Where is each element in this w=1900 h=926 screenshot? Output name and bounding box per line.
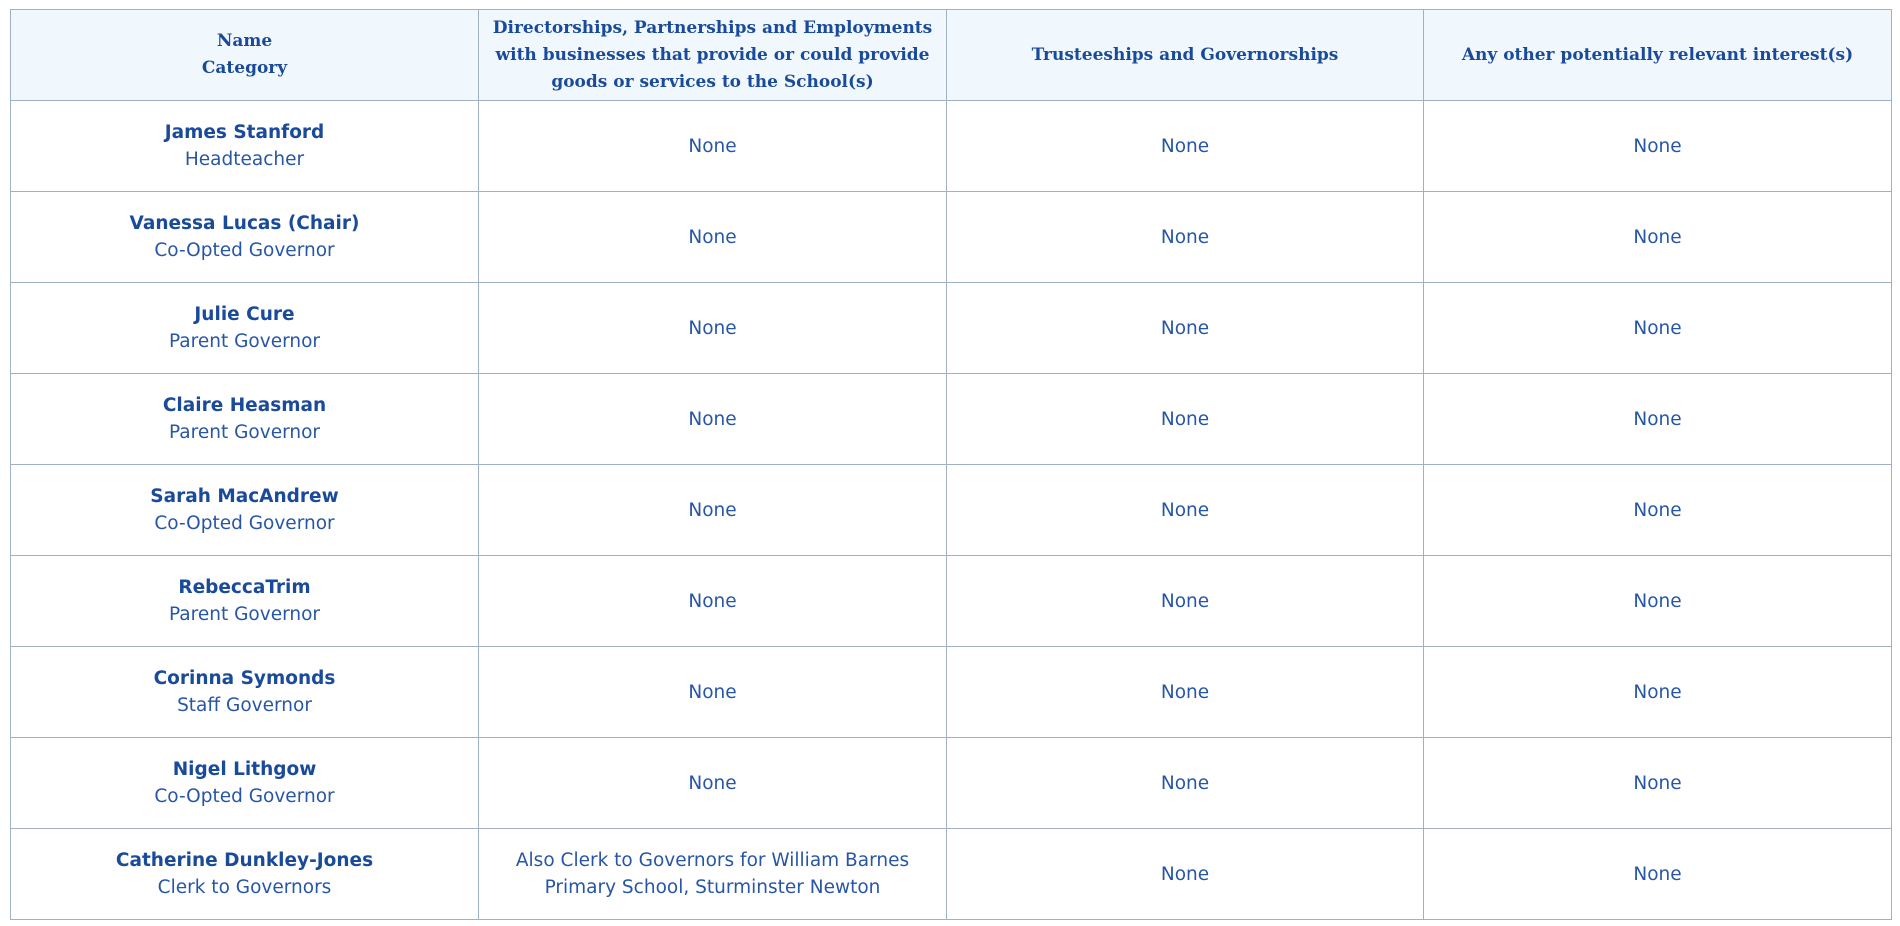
header-trusteeships-label: Trusteeships and Governorships (1031, 44, 1339, 65)
directorships-cell: None (479, 738, 947, 829)
directorships-cell: None (479, 374, 947, 465)
trusteeships-cell: None (947, 738, 1424, 829)
person-category: Co-Opted Governor (154, 786, 335, 807)
other-interests-cell: None (1424, 283, 1892, 374)
person-name: Nigel Lithgow (172, 759, 317, 780)
other-interests-cell: None (1424, 647, 1892, 738)
header-name-category (11, 10, 479, 101)
trusteeships-cell: None (947, 465, 1424, 556)
person-cell (11, 283, 479, 374)
header-directorships (479, 10, 947, 101)
other-interests-cell: None (1424, 192, 1892, 283)
person-category: Parent Governor (168, 422, 321, 443)
person-name: Vanessa Lucas (Chair) (129, 213, 360, 234)
directorships-cell: None (479, 465, 947, 556)
person-name: RebeccaTrim (178, 577, 311, 598)
person-cell (11, 101, 479, 192)
table-row (11, 101, 1892, 192)
person-category: Co-Opted Governor (154, 240, 335, 261)
directorships-cell: None (479, 192, 947, 283)
table-body (11, 101, 1892, 920)
person-cell (11, 738, 479, 829)
other-interests-cell: None (1424, 556, 1892, 647)
trusteeships-cell: None (947, 283, 1424, 374)
person-category: Parent Governor (168, 604, 321, 625)
trusteeships-cell: None (947, 101, 1424, 192)
directorships-cell: None (479, 556, 947, 647)
other-interests-cell: None (1424, 374, 1892, 465)
person-cell (11, 556, 479, 647)
header-directorships-label: Directorships, Partnerships and Employments with businesses that provide or could provide goods or services to the School(s) (492, 17, 933, 92)
header-other-interests (1424, 10, 1892, 101)
trusteeships-cell: None (947, 829, 1424, 920)
table-row (11, 647, 1892, 738)
header-other-interests-label: Any other potentially relevant interest(s) (1461, 44, 1854, 65)
header-name-label: Name (216, 31, 273, 51)
table-row (11, 192, 1892, 283)
person-name: James Stanford (164, 122, 325, 143)
header-trusteeships (947, 10, 1424, 101)
table-row (11, 556, 1892, 647)
person-category: Headteacher (184, 149, 305, 170)
person-cell (11, 829, 479, 920)
table-row (11, 829, 1892, 920)
other-interests-cell: None (1424, 101, 1892, 192)
trusteeships-cell: None (947, 374, 1424, 465)
table-row (11, 374, 1892, 465)
person-category: Co-Opted Governor (154, 513, 335, 534)
person-name: Corinna Symonds (153, 668, 336, 689)
table-row (11, 738, 1892, 829)
person-cell (11, 647, 479, 738)
person-name: Claire Heasman (162, 395, 327, 416)
other-interests-cell: None (1424, 738, 1892, 829)
directorships-cell: None (479, 283, 947, 374)
directorships-text: Also Clerk to Governors for William Barnes Primary School, Sturminster Newton (515, 850, 910, 898)
person-cell (11, 192, 479, 283)
person-cell (11, 374, 479, 465)
directorships-cell: None (479, 101, 947, 192)
table-row (11, 283, 1892, 374)
interests-table (10, 9, 1892, 920)
person-category: Clerk to Governors (157, 877, 332, 898)
header-row (11, 10, 1892, 101)
person-name: Julie Cure (194, 304, 295, 325)
person-name: Catherine Dunkley-Jones (115, 850, 374, 871)
other-interests-cell: None (1424, 829, 1892, 920)
person-cell (11, 465, 479, 556)
header-category-label: Category (201, 58, 288, 78)
table-row (11, 465, 1892, 556)
other-interests-cell: None (1424, 465, 1892, 556)
person-name: Sarah MacAndrew (150, 486, 339, 507)
register-of-interests (10, 9, 1891, 920)
directorships-cell: None (479, 647, 947, 738)
person-category: Staff Governor (177, 695, 312, 716)
trusteeships-cell: None (947, 192, 1424, 283)
directorships-cell (479, 829, 947, 920)
trusteeships-cell: None (947, 556, 1424, 647)
person-category: Parent Governor (168, 331, 321, 352)
trusteeships-cell: None (947, 647, 1424, 738)
